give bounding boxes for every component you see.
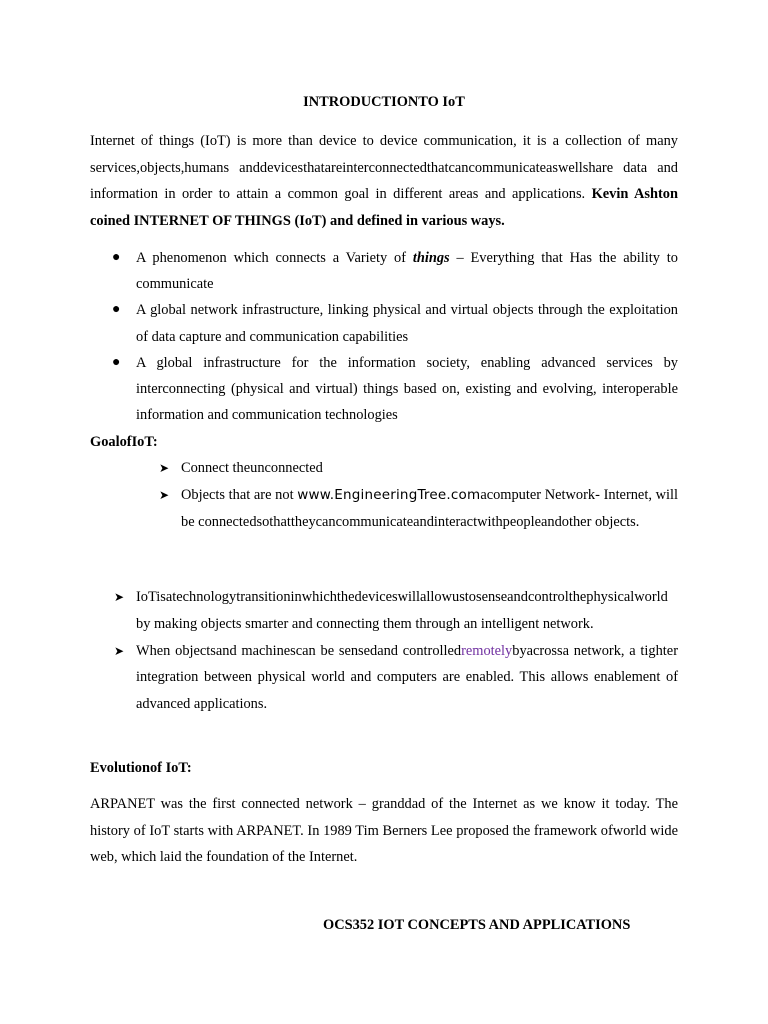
definition-emphasis: things bbox=[412, 250, 450, 266]
evolution-heading: Evolutionof IoT: bbox=[90, 760, 192, 776]
watermark-text: www.EngineeringTree.com bbox=[297, 486, 481, 503]
remotely-link[interactable]: remotely bbox=[461, 642, 513, 659]
bullet-dot-icon: ● bbox=[112, 250, 121, 265]
bullet-dot-icon: ● bbox=[112, 302, 121, 318]
definition-text: A phenomenon which connects a Variety of bbox=[136, 250, 413, 266]
goal-text: byacrossa network, a tighter integration between physical world and computers are enabled. This allows enablement of advanced applications. bbox=[136, 642, 678, 713]
list-item bbox=[90, 297, 678, 349]
goal-text: acomputer Network- Internet, will be connectedsothattheycancommunicateandinteractwithpeopleandother objects. bbox=[181, 486, 679, 530]
intro-paragraph bbox=[90, 128, 678, 234]
arrow-bullet-icon: ➤ bbox=[159, 461, 170, 475]
list-item bbox=[90, 245, 678, 297]
definition-text: A global network infrastructure, linking physical and virtual objects through the exploitation of data capture and communication capabilities bbox=[136, 302, 678, 345]
definition-text: – Everything that Has the ability to communicate bbox=[136, 250, 678, 293]
arrow-bullet-icon: ➤ bbox=[159, 487, 170, 502]
list-item bbox=[159, 455, 678, 482]
goal-heading: GoalofIoT: bbox=[90, 434, 158, 450]
goal-text: When objectsand machinescan be sensedand controlled bbox=[136, 642, 462, 659]
page-footer: OCS352 IOT CONCEPTS AND APPLICATIONS bbox=[323, 917, 631, 933]
document-title: INTRODUCTIONTO IoT bbox=[303, 94, 465, 110]
list-item bbox=[159, 482, 679, 536]
goals-list bbox=[114, 584, 678, 718]
definition-text: A global infrastructure for the information society, enabling advanced services by interconnecting (physical and virtual) things based on, existing and evolving, interoperable information and communication technologies bbox=[136, 354, 678, 424]
intro-bold-text: Kevin Ashton coined INTERNET OF THINGS (IoT) and defined in various ways. bbox=[90, 186, 678, 229]
list-item bbox=[114, 584, 678, 638]
bullet-dot-icon: ● bbox=[112, 354, 121, 370]
list-item bbox=[114, 638, 678, 718]
arrow-bullet-icon: ➤ bbox=[114, 643, 125, 658]
goal-text: Objects that are not bbox=[181, 486, 298, 503]
list-item bbox=[90, 350, 678, 429]
arrow-bullet-icon: ➤ bbox=[114, 590, 125, 604]
evolution-paragraph: ARPANET was the first connected network – granddad of the Internet as we know it today. The history of IoT starts with ARPANET. In 1989 Tim Berners Lee proposed the framework ofworld wide web, which laid the foundation of the Internet. bbox=[90, 796, 678, 866]
definitions-list bbox=[90, 245, 678, 428]
intro-text: Internet of things (IoT) is more than device to device communication, it is a collection of many services,objects,humans anddevicesthatareinterconnectedthatcancommunicateaswellshare data and information in order to attain a common goal in different areas and applications. bbox=[90, 133, 678, 203]
goal-text: Connect theunconnected bbox=[181, 460, 323, 476]
goals-nested-list bbox=[159, 455, 679, 535]
goal-text: IoTisatechnologytransitioninwhichthedeviceswillallowustosenseandcontrolthephysicalworld by making objects smarter and connecting them through an intelligent network. bbox=[136, 589, 668, 632]
